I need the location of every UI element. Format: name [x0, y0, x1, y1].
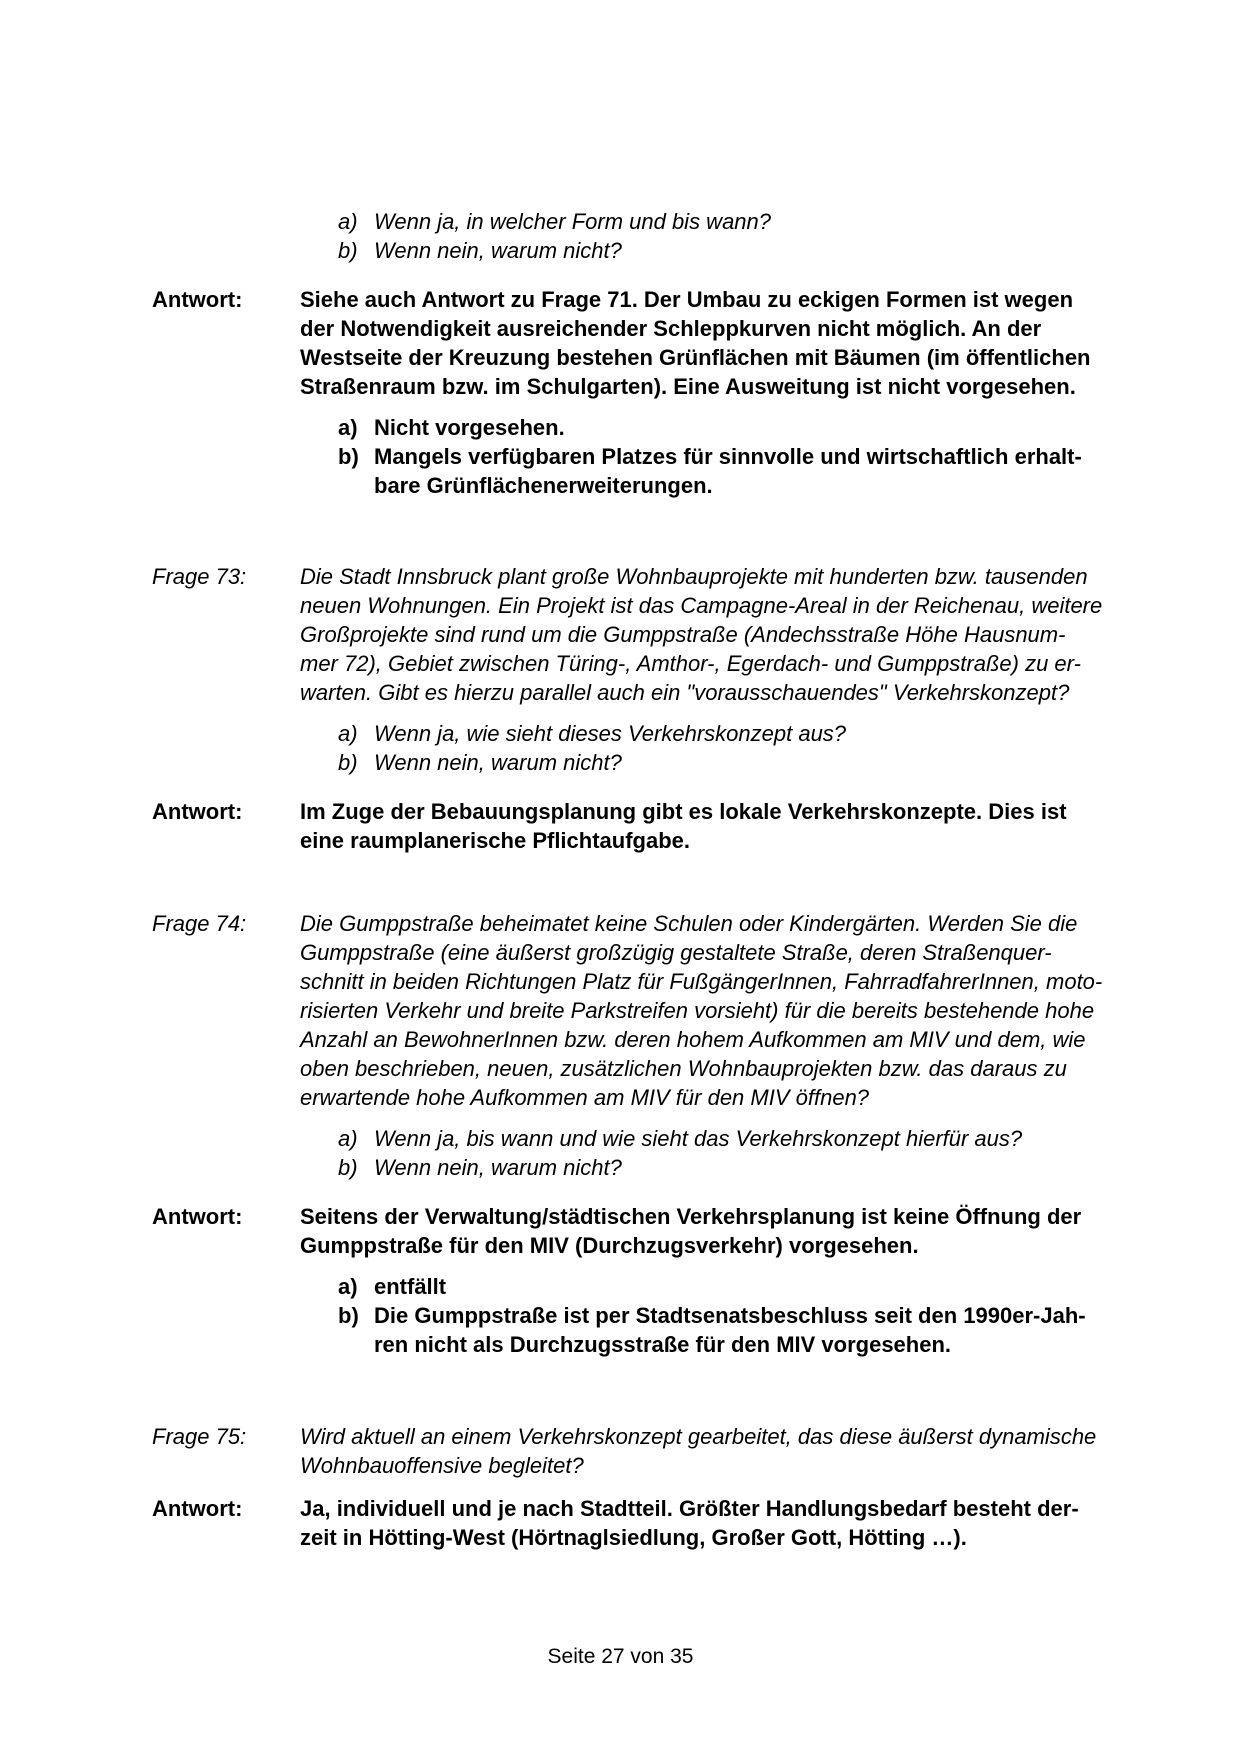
- answer-label: Antwort:: [152, 287, 243, 312]
- list-item: Wenn nein, warum nicht?: [374, 750, 622, 775]
- question-text-line: Anzahl an BewohnerInnen bzw. deren hohem Aufkommen am MIV und dem, wie: [300, 1027, 1086, 1052]
- answer-label: Antwort:: [152, 1204, 243, 1229]
- question-label: Frage 75:: [152, 1424, 247, 1449]
- list-marker: b): [338, 750, 358, 775]
- page-number: Seite 27 von 35: [547, 1645, 694, 1668]
- answer-text-line: zeit in Hötting-West (Hörtnaglsiedlung, Großer Gott, Hötting …).: [300, 1525, 967, 1550]
- list-item: Wenn nein, warum nicht?: [374, 1155, 622, 1180]
- question-text-line: risierten Verkehr und breite Parkstreifen vorsieht) für die bereits bestehende hohe: [300, 998, 1095, 1023]
- question-text-line: erwartende hohe Aufkommen am MIV für den MIV öffnen?: [300, 1085, 870, 1110]
- answer-text-line: Im Zuge der Bebauungsplanung gibt es lokale Verkehrskonzepte. Dies ist: [300, 799, 1067, 824]
- question-text-line: Die Stadt Innsbruck plant große Wohnbauprojekte mit hunderten bzw. tausenden: [300, 564, 1088, 589]
- list-marker: b): [338, 1155, 358, 1180]
- list-item-continuation: ren nicht als Durchzugsstraße für den MIV vorgesehen.: [374, 1332, 952, 1357]
- answer-text-line: Siehe auch Antwort zu Frage 71. Der Umbau zu eckigen Formen ist wegen: [300, 287, 1074, 312]
- list-marker: b): [338, 444, 359, 469]
- list-marker: a): [338, 1126, 358, 1151]
- question-text-line: oben beschrieben, neuen, zusätzlichen Wohnbauprojekten bzw. das daraus zu: [300, 1056, 1067, 1081]
- list-item: entfällt: [374, 1274, 447, 1299]
- answer-label: Antwort:: [152, 1496, 243, 1521]
- list-item: Mangels verfügbaren Platzes für sinnvolle und wirtschaftlich erhalt-: [374, 444, 1082, 469]
- answer-text-line: Straßenraum bzw. im Schulgarten). Eine Ausweitung ist nicht vorgesehen.: [300, 374, 1076, 399]
- answer-label: Antwort:: [152, 799, 243, 824]
- answer-text-line: der Notwendigkeit ausreichender Schleppkurven nicht möglich. An der: [300, 316, 1042, 341]
- question-text-line: Wohnbauoffensive begleitet?: [300, 1453, 584, 1478]
- question-label: Frage 73:: [152, 564, 247, 589]
- question-text-line: Die Gumppstraße beheimatet keine Schulen oder Kindergärten. Werden Sie die: [300, 911, 1078, 936]
- list-marker: a): [338, 209, 358, 234]
- answer-text-line: Ja, individuell und je nach Stadtteil. Größter Handlungsbedarf besteht der-: [300, 1496, 1079, 1521]
- answer-text-line: eine raumplanerische Pflichtaufgabe.: [300, 828, 691, 853]
- answer-text-line: Seitens der Verwaltung/städtischen Verkehrsplanung ist keine Öffnung der: [300, 1204, 1082, 1229]
- question-text-line: mer 72), Gebiet zwischen Türing-, Amthor-, Egerdach- und Gumppstraße) zu er-: [300, 651, 1081, 676]
- question-text-line: Großprojekte sind rund um die Gumppstraße (Andechsstraße Höhe Hausnum-: [300, 622, 1066, 647]
- question-text-line: schnitt in beiden Richtungen Platz für FußgängerInnen, FahrradfahrerInnen, moto-: [300, 969, 1103, 994]
- list-marker: a): [338, 415, 358, 440]
- question-text-line: neuen Wohnungen. Ein Projekt ist das Campagne-Areal in der Reichenau, weitere: [300, 593, 1103, 618]
- question-label: Frage 74:: [152, 911, 247, 936]
- answer-text-line: Westseite der Kreuzung bestehen Grünflächen mit Bäumen (im öffentlichen: [300, 345, 1091, 370]
- list-marker: b): [338, 238, 358, 263]
- question-text-line: Gumppstraße (eine äußerst großzügig gestaltete Straße, deren Straßenquer-: [300, 940, 1052, 965]
- question-text-line: Wird aktuell an einem Verkehrskonzept gearbeitet, das diese äußerst dynamische: [300, 1424, 1097, 1449]
- list-item: Wenn ja, bis wann und wie sieht das Verkehrskonzept hierfür aus?: [374, 1126, 1023, 1151]
- list-item: Die Gumppstraße ist per Stadtsenatsbeschluss seit den 1990er-Jah-: [374, 1303, 1086, 1328]
- list-item-continuation: bare Grünflächenerweiterungen.: [374, 473, 713, 498]
- list-marker: a): [338, 1274, 358, 1299]
- answer-text-line: Gumppstraße für den MIV (Durchzugsverkehr) vorgesehen.: [300, 1233, 919, 1258]
- question-text-line: warten. Gibt es hierzu parallel auch ein "vorausschauendes" Verkehrskonzept?: [300, 680, 1070, 705]
- list-item: Wenn nein, warum nicht?: [374, 238, 622, 263]
- list-item: Wenn ja, in welcher Form und bis wann?: [374, 209, 772, 234]
- list-marker: b): [338, 1303, 359, 1328]
- list-item: Wenn ja, wie sieht dieses Verkehrskonzept aus?: [374, 721, 847, 746]
- list-marker: a): [338, 721, 358, 746]
- list-item: Nicht vorgesehen.: [374, 415, 565, 440]
